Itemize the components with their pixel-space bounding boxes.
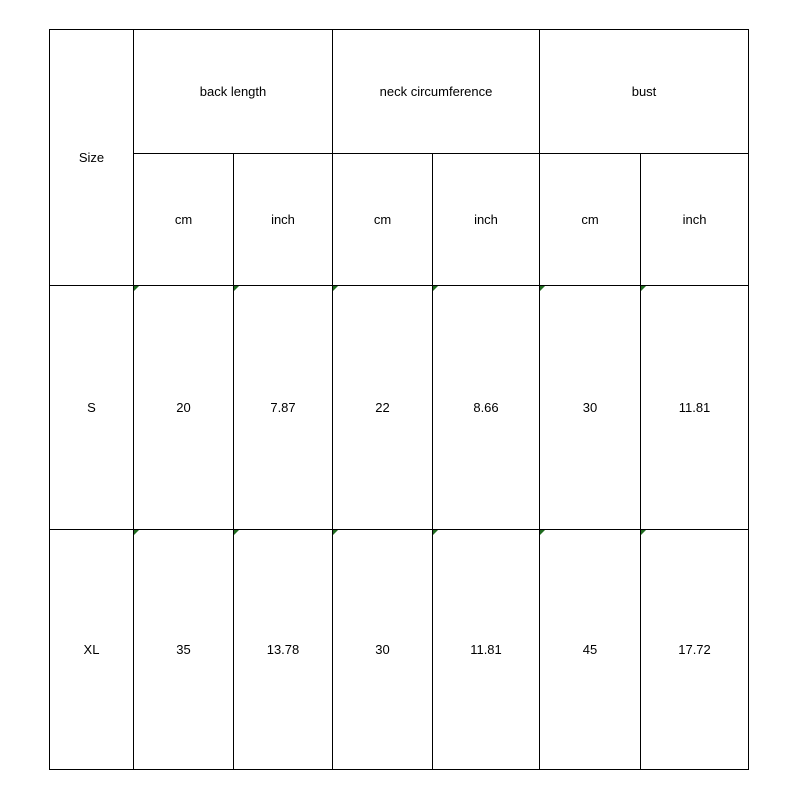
group-header-back-length: back length xyxy=(134,30,333,154)
unit-header-cell: cm xyxy=(540,154,641,286)
cell-value: 30 xyxy=(582,399,598,415)
cell-marker-icon xyxy=(641,286,646,291)
value-cell xyxy=(641,286,749,529)
cell-value: 17.72 xyxy=(678,641,711,657)
cell-value: 11.81 xyxy=(678,399,711,415)
table-row xyxy=(50,286,749,529)
cell-value: 8.66 xyxy=(473,399,499,415)
size-chart-table xyxy=(49,29,749,770)
cell-value: 13.78 xyxy=(266,641,300,657)
cell-value: 7.87 xyxy=(270,399,296,415)
unit-header-cell: cm xyxy=(134,154,234,286)
unit-header-cell: cm xyxy=(333,154,433,286)
group-header-neck-circumference: neck circumference xyxy=(333,30,540,154)
cell-marker-icon xyxy=(641,530,646,535)
cell-value: 20 xyxy=(176,399,191,415)
value-cell xyxy=(333,286,433,529)
value-cell xyxy=(641,529,749,769)
cell-marker-icon xyxy=(433,530,438,535)
cell-value: 30 xyxy=(375,641,390,657)
unit-header-cell: inch xyxy=(433,154,540,286)
value-cell xyxy=(333,529,433,769)
unit-header-cell: inch xyxy=(234,154,333,286)
value-cell xyxy=(433,529,540,769)
size-label-cell: S xyxy=(50,286,134,529)
value-cell xyxy=(234,529,333,769)
header-row-units xyxy=(50,154,749,286)
cell-marker-icon xyxy=(333,286,338,291)
cell-marker-icon xyxy=(134,530,139,535)
table-row xyxy=(50,529,749,769)
cell-value: 45 xyxy=(582,641,598,657)
cell-marker-icon xyxy=(540,286,545,291)
size-header-cell: Size xyxy=(50,30,134,286)
cell-value: 22 xyxy=(375,399,390,415)
cell-marker-icon xyxy=(234,530,239,535)
value-cell xyxy=(433,286,540,529)
cell-value: 35 xyxy=(176,641,191,657)
value-cell xyxy=(540,529,641,769)
cell-marker-icon xyxy=(333,530,338,535)
cell-marker-icon xyxy=(540,530,545,535)
group-header-bust: bust xyxy=(540,30,749,154)
value-cell xyxy=(134,286,234,529)
cell-marker-icon xyxy=(234,286,239,291)
cell-marker-icon xyxy=(134,286,139,291)
value-cell xyxy=(234,286,333,529)
cell-marker-icon xyxy=(433,286,438,291)
size-label-cell: XL xyxy=(50,529,134,769)
value-cell xyxy=(134,529,234,769)
unit-header-cell: inch xyxy=(641,154,749,286)
cell-value: 11.81 xyxy=(470,641,502,657)
header-row-groups xyxy=(50,30,749,154)
value-cell xyxy=(540,286,641,529)
